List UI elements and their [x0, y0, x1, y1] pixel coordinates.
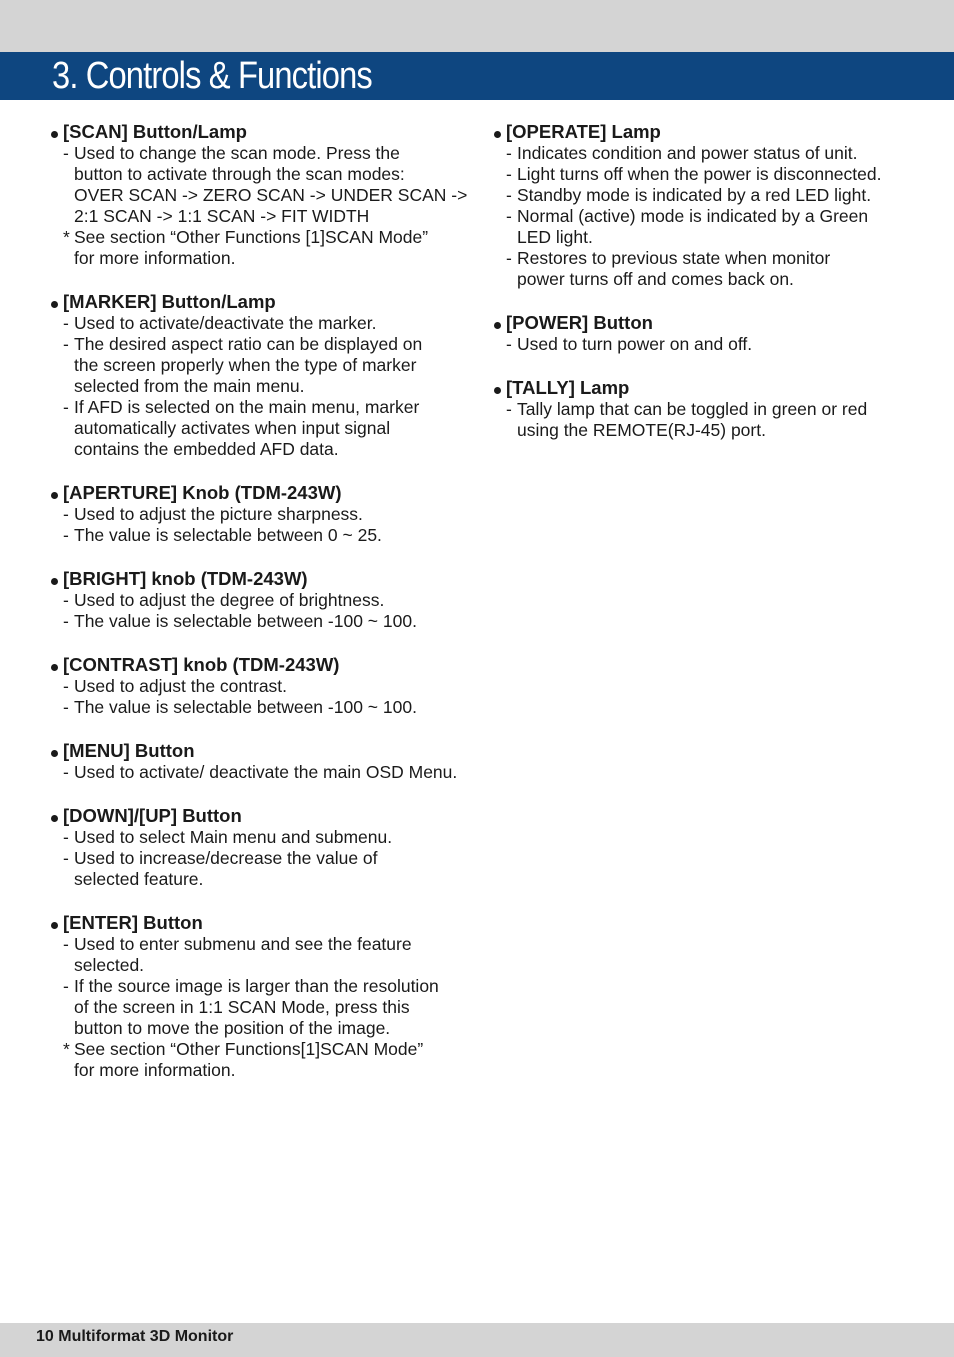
item-text: selected. — [74, 955, 145, 975]
item-text: Used to activate/ deactivate the main OSD Menu. — [74, 762, 458, 782]
bullet-dot-icon — [51, 492, 58, 499]
list-item-continuation — [50, 1018, 470, 1039]
item-text: contains the embedded AFD data. — [74, 439, 339, 459]
item-text: for more information. — [74, 1060, 236, 1080]
bullet-dot-icon — [51, 578, 58, 585]
item-text: selected from the main menu. — [74, 376, 305, 396]
dash-marker: - — [506, 143, 512, 163]
section-heading — [50, 482, 470, 504]
section — [50, 568, 470, 632]
item-text: Used to adjust the contrast. — [74, 676, 288, 696]
item-text: OVER SCAN -> ZERO SCAN -> UNDER SCAN -> — [74, 185, 468, 205]
list-item-continuation — [50, 1060, 470, 1081]
section-heading-text: [APERTURE] Knob (TDM-243W) — [63, 482, 342, 503]
section-heading-text: [DOWN]/[UP] Button — [63, 805, 242, 826]
section-heading — [50, 912, 470, 934]
bullet-dot-icon — [494, 387, 501, 394]
dash-marker: - — [63, 143, 69, 163]
list-item — [50, 504, 470, 525]
item-text: If AFD is selected on the main menu, marker — [74, 397, 420, 417]
asterisk-marker: * — [63, 227, 70, 247]
item-text: The value is selectable between 0 ~ 25. — [74, 525, 382, 545]
list-item-continuation — [50, 206, 470, 227]
item-text: button to move the position of the image. — [74, 1018, 391, 1038]
item-text: Used to change the scan mode. Press the — [74, 143, 400, 163]
section-heading-text: [MARKER] Button/Lamp — [63, 291, 276, 312]
top-gray-band — [0, 0, 954, 52]
item-text: automatically activates when input signal — [74, 418, 391, 438]
dash-marker: - — [63, 525, 69, 545]
item-text: 2:1 SCAN -> 1:1 SCAN -> FIT WIDTH — [74, 206, 370, 226]
item-text: for more information. — [74, 248, 236, 268]
item-text: The desired aspect ratio can be displayed on — [74, 334, 423, 354]
bullet-dot-icon — [494, 131, 501, 138]
list-item — [50, 227, 470, 248]
section-heading-text: [POWER] Button — [506, 312, 653, 333]
dash-marker: - — [63, 697, 69, 717]
list-item — [50, 611, 470, 632]
item-text: LED light. — [517, 227, 593, 247]
item-text: using the REMOTE(RJ-45) port. — [517, 420, 766, 440]
dash-marker: - — [63, 611, 69, 631]
list-item — [493, 334, 923, 355]
dash-marker: - — [506, 334, 512, 354]
section-heading-text: [ENTER] Button — [63, 912, 203, 933]
section — [50, 654, 470, 718]
item-text: Restores to previous state when monitor — [517, 248, 831, 268]
list-item-continuation — [50, 376, 470, 397]
list-item-continuation — [50, 418, 470, 439]
list-item — [50, 525, 470, 546]
list-item-continuation — [50, 355, 470, 376]
section-heading — [493, 312, 923, 334]
item-text: Normal (active) mode is indicated by a Green — [517, 206, 869, 226]
item-text: Used to increase/decrease the value of — [74, 848, 378, 868]
section-heading-text: [MENU] Button — [63, 740, 195, 761]
dash-marker: - — [63, 334, 69, 354]
section — [493, 377, 923, 441]
bullet-dot-icon — [51, 750, 58, 757]
item-text: If the source image is larger than the resolution — [74, 976, 439, 996]
item-text: selected feature. — [74, 869, 204, 889]
section — [50, 805, 470, 890]
dash-marker: - — [63, 504, 69, 524]
item-text: Used to turn power on and off. — [517, 334, 753, 354]
page-title: 3. Controls & Functions — [52, 55, 372, 97]
item-text: Used to select Main menu and submenu. — [74, 827, 393, 847]
list-item-continuation — [50, 869, 470, 890]
dash-marker: - — [506, 206, 512, 226]
item-text: Used to enter submenu and see the feature — [74, 934, 412, 954]
section-heading-text: [TALLY] Lamp — [506, 377, 630, 398]
dash-marker: - — [63, 827, 69, 847]
dash-marker: - — [506, 399, 512, 419]
section-heading — [50, 121, 470, 143]
dash-marker: - — [63, 762, 69, 782]
dash-marker: - — [63, 313, 69, 333]
page-footer — [0, 1323, 954, 1357]
section — [50, 121, 470, 269]
list-item — [50, 762, 470, 783]
list-item — [493, 143, 923, 164]
section-heading — [50, 805, 470, 827]
section-heading — [50, 568, 470, 590]
list-item — [50, 590, 470, 611]
item-text: Used to adjust the degree of brightness. — [74, 590, 385, 610]
list-item-continuation — [50, 439, 470, 460]
section-heading — [50, 740, 470, 762]
section — [50, 912, 470, 1081]
list-item-continuation — [493, 269, 923, 290]
dash-marker: - — [506, 164, 512, 184]
section — [50, 291, 470, 460]
item-text: Used to adjust the picture sharpness. — [74, 504, 363, 524]
item-text: the screen properly when the type of marker — [74, 355, 417, 375]
list-item — [50, 827, 470, 848]
dash-marker: - — [63, 397, 69, 417]
item-text: Indicates condition and power status of unit. — [517, 143, 858, 163]
list-item — [493, 248, 923, 269]
item-text: Used to activate/deactivate the marker. — [74, 313, 377, 333]
footer-text: 10 Multiformat 3D Monitor — [36, 1328, 234, 1345]
dash-marker: - — [63, 676, 69, 696]
bullet-dot-icon — [51, 301, 58, 308]
list-item — [50, 334, 470, 355]
item-text: See section “Other Functions [1]SCAN Mode” — [74, 227, 429, 247]
list-item — [50, 676, 470, 697]
dash-marker: - — [63, 848, 69, 868]
item-text: Tally lamp that can be toggled in green or red — [517, 399, 868, 419]
section — [50, 482, 470, 546]
item-text: See section “Other Functions[1]SCAN Mode” — [74, 1039, 424, 1059]
list-item — [493, 399, 923, 420]
list-item — [50, 143, 470, 164]
bullet-dot-icon — [51, 922, 58, 929]
item-text: button to activate through the scan modes: — [74, 164, 405, 184]
section — [50, 740, 470, 783]
list-item — [493, 185, 923, 206]
section — [493, 121, 923, 290]
section-heading-text: [SCAN] Button/Lamp — [63, 121, 247, 142]
list-item-continuation — [50, 997, 470, 1018]
bullet-dot-icon — [51, 815, 58, 822]
list-item-continuation — [493, 227, 923, 248]
section — [493, 312, 923, 355]
item-text: The value is selectable between -100 ~ 100. — [74, 611, 417, 631]
list-item — [493, 206, 923, 227]
section-heading — [493, 377, 923, 399]
item-text: Standby mode is indicated by a red LED light. — [517, 185, 872, 205]
section-heading — [493, 121, 923, 143]
item-text: power turns off and comes back on. — [517, 269, 794, 289]
item-text: of the screen in 1:1 SCAN Mode, press this — [74, 997, 410, 1017]
section-heading — [50, 291, 470, 313]
list-item-continuation — [50, 164, 470, 185]
section-heading-text: [OPERATE] Lamp — [506, 121, 661, 142]
left-column — [50, 121, 470, 1103]
list-item-continuation — [50, 955, 470, 976]
dash-marker: - — [506, 185, 512, 205]
item-text: Light turns off when the power is disconnected. — [517, 164, 882, 184]
list-item — [50, 397, 470, 418]
item-text: The value is selectable between -100 ~ 100. — [74, 697, 417, 717]
list-item — [50, 848, 470, 869]
list-item-continuation — [50, 185, 470, 206]
section-heading — [50, 654, 470, 676]
bullet-dot-icon — [494, 322, 501, 329]
right-column — [493, 121, 923, 463]
list-item — [50, 697, 470, 718]
dash-marker: - — [506, 248, 512, 268]
bullet-dot-icon — [51, 131, 58, 138]
title-bar — [0, 52, 954, 100]
list-item-continuation — [493, 420, 923, 441]
asterisk-marker: * — [63, 1039, 70, 1059]
list-item-continuation — [50, 248, 470, 269]
list-item — [493, 164, 923, 185]
dash-marker: - — [63, 934, 69, 954]
dash-marker: - — [63, 590, 69, 610]
section-heading-text: [CONTRAST] knob (TDM-243W) — [63, 654, 340, 675]
list-item — [50, 976, 470, 997]
list-item — [50, 934, 470, 955]
section-heading-text: [BRIGHT] knob (TDM-243W) — [63, 568, 308, 589]
list-item — [50, 1039, 470, 1060]
list-item — [50, 313, 470, 334]
bullet-dot-icon — [51, 664, 58, 671]
dash-marker: - — [63, 976, 69, 996]
